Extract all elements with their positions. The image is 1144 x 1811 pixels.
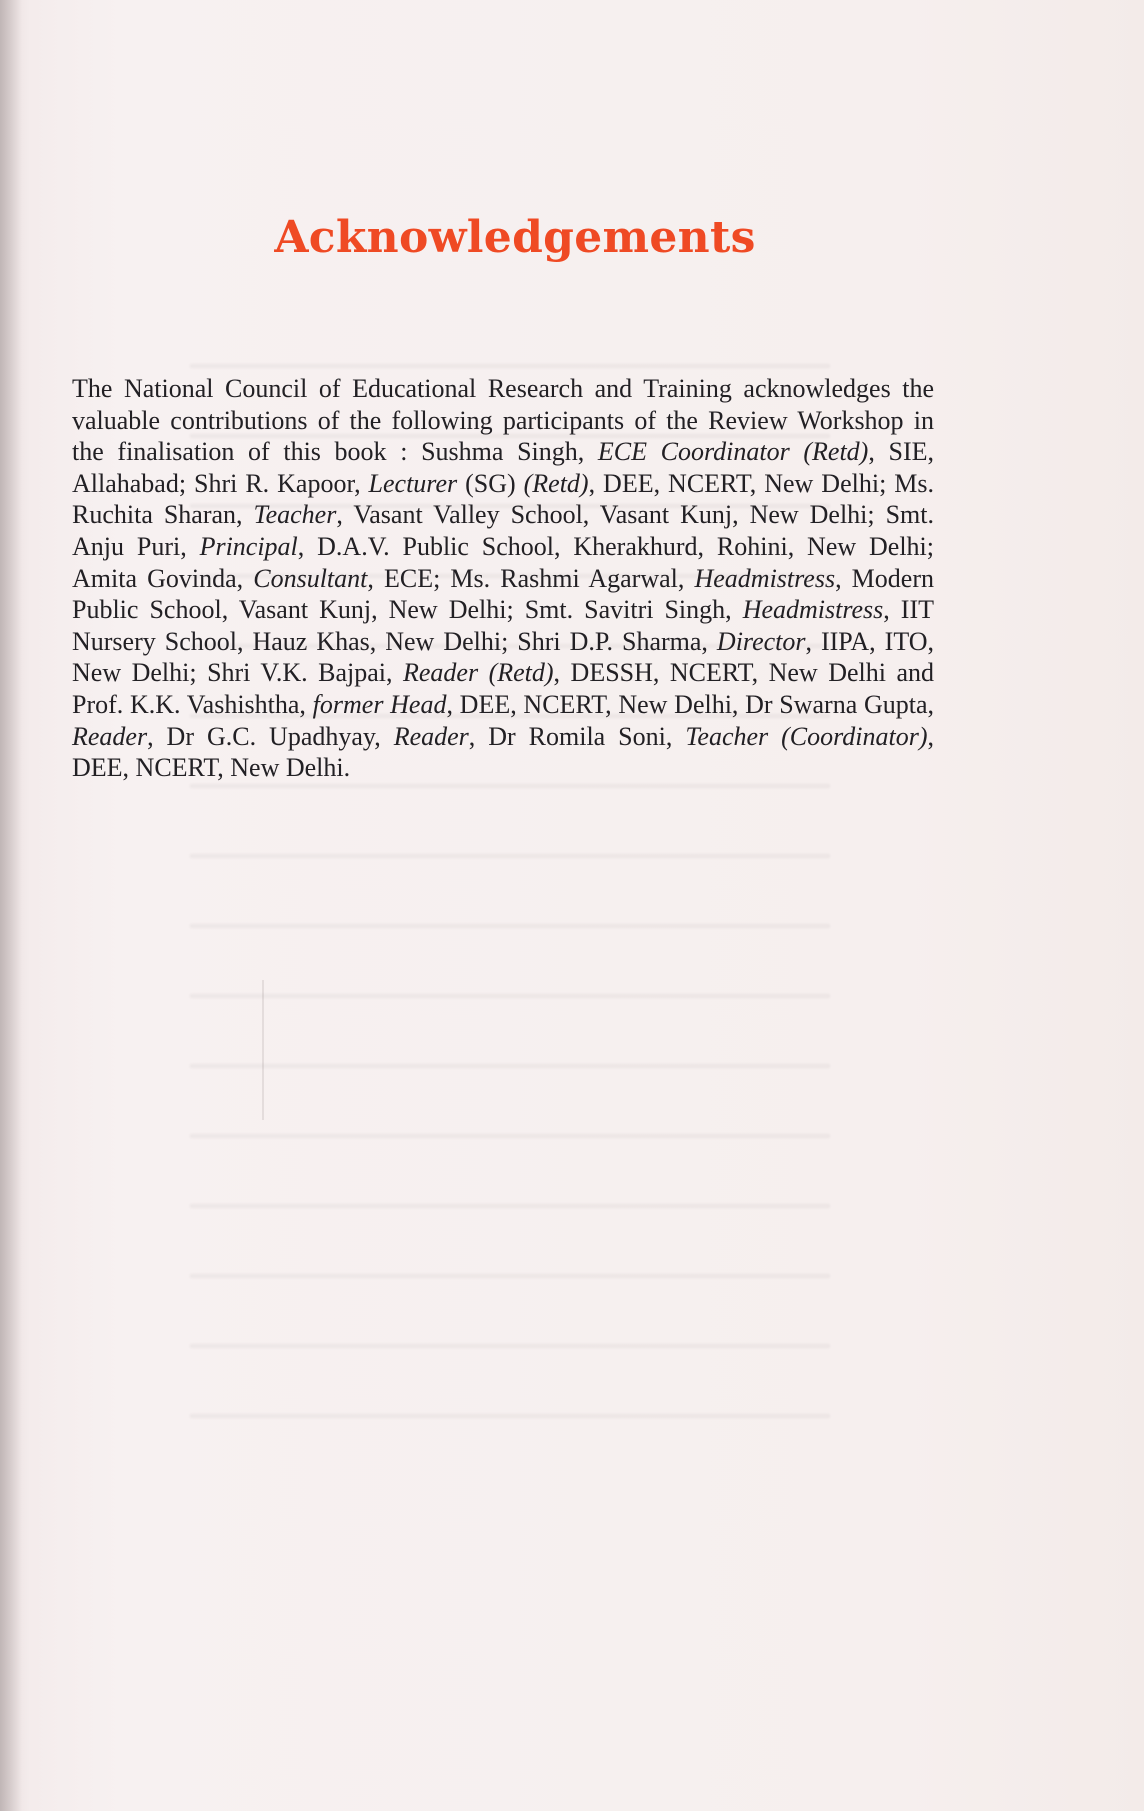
- paragraph-text: , IIT Nursery School, Hauz Khas, New Delhi; Shri D.P. Sharma,: [72, 595, 934, 656]
- paragraph-text: (SG): [457, 468, 524, 498]
- designation-text: Reader (Retd): [403, 658, 554, 688]
- designation-text: Director: [716, 626, 806, 656]
- paragraph-text: The National Council of Educational Research and Training acknowledges the valuable contributions of the following participants of the Review Workshop in the finalisation of this book : Sushma Singh,: [72, 374, 934, 467]
- designation-text: Headmistress: [742, 595, 884, 625]
- page-mark: [262, 980, 264, 1120]
- paragraph-text: , Modern Public School, Vasant Kunj, New Delhi; Smt. Savitri Singh,: [72, 563, 934, 625]
- designation-text: (Retd): [523, 468, 589, 498]
- binding-shadow: [0, 0, 22, 1811]
- designation-text: Lecturer: [368, 468, 458, 498]
- designation-text: Teacher: [253, 500, 337, 530]
- paragraph-text: , Vasant Valley School, Vasant Kunj, New Delhi; Smt. Anju Puri,: [72, 500, 935, 561]
- acknowledgement-paragraph: [72, 373, 934, 784]
- page-title: Acknowledgements: [274, 212, 756, 263]
- paragraph-text: , Dr G.C. Upadhyay,: [147, 721, 394, 751]
- designation-text: Principal: [199, 531, 298, 561]
- paragraph-text: , DEE, NCERT, New Delhi, Dr Swarna Gupta,: [446, 689, 935, 719]
- designation-text: Teacher (Coordinator): [685, 721, 928, 751]
- paragraph-text: , D.A.V. Public School, Kherakhurd, Rohini, New Delhi; Amita Govinda,: [72, 531, 934, 593]
- designation-text: Reader: [72, 721, 148, 751]
- designation-text: Consultant: [253, 563, 368, 593]
- paragraph-text: , DESSH, NCERT, New Delhi and Prof. K.K. Vashishtha,: [72, 658, 935, 719]
- designation-text: ECE Coordinator (Retd): [597, 437, 869, 467]
- designation-text: former Head: [312, 689, 447, 719]
- paragraph-text: , IIPA, ITO, New Delhi; Shri V.K. Bajpai,: [72, 626, 935, 688]
- designation-text: Reader: [393, 721, 469, 751]
- paragraph-text: , Dr Romila Soni,: [468, 721, 686, 751]
- paragraph-text: , DEE, NCERT, New Delhi.: [72, 721, 934, 783]
- paragraph-text: , SIE, Allahabad; Shri R. Kapoor,: [72, 437, 934, 498]
- paragraph-text: , DEE, NCERT, New Delhi; Ms. Ruchita Sharan,: [72, 468, 934, 530]
- designation-text: Headmistress: [694, 563, 836, 593]
- paragraph-text: , ECE; Ms. Rashmi Agarwal,: [367, 563, 695, 593]
